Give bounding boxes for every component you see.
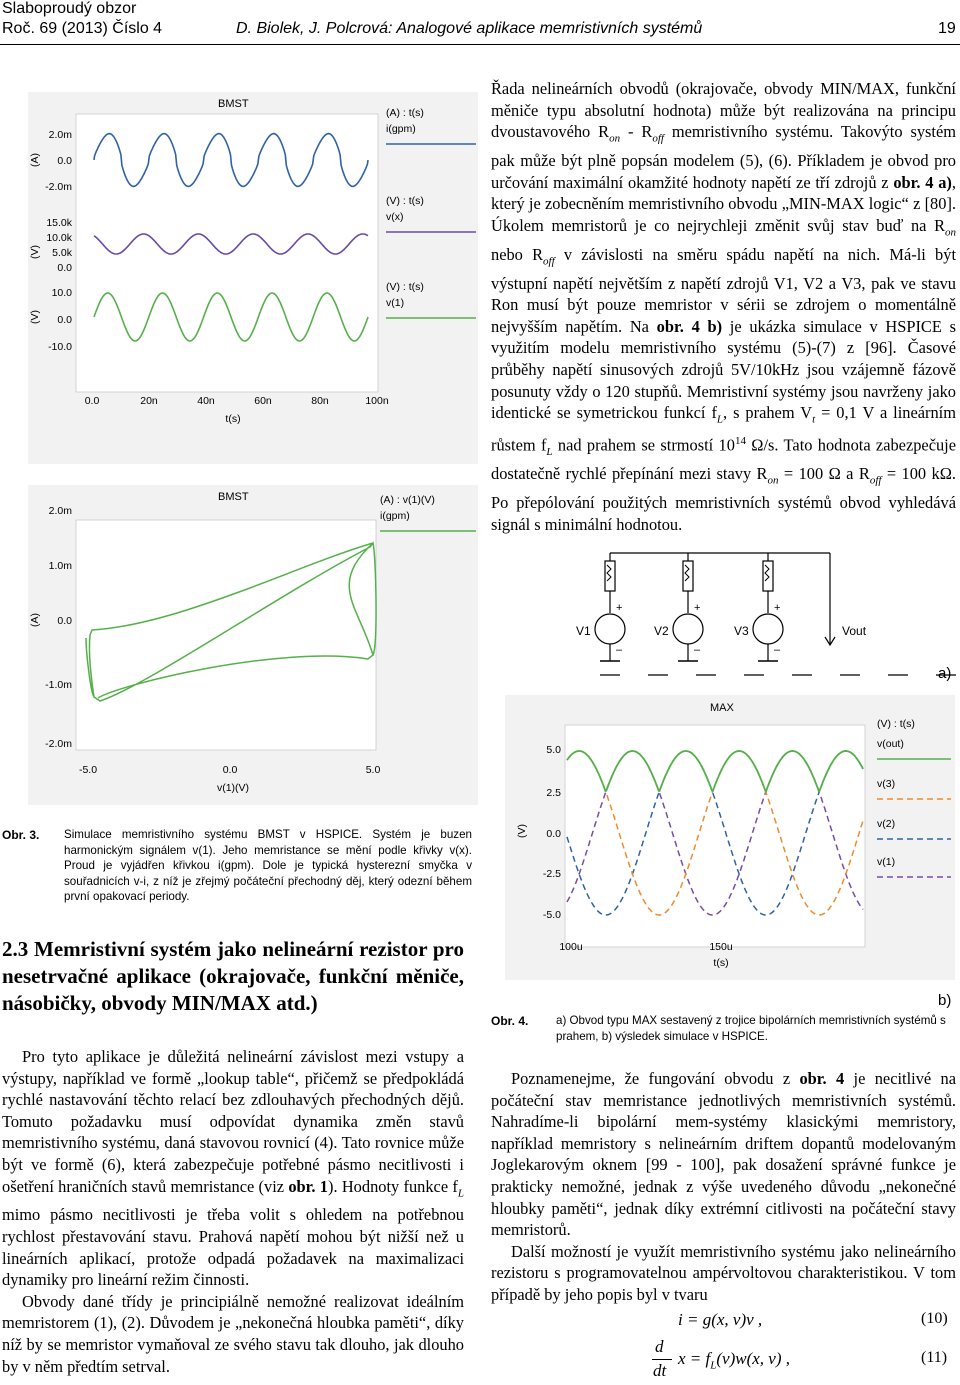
equation-11-number: (11) [921,1349,948,1366]
text-run: t [812,413,816,426]
y-tick-label: 5.0 [546,744,561,756]
fig3-caption: Simulace memristivního systému BMST v HSPICE. Systém je buzen harmonickým signálem v(1). Jeho memristance se mění podle křivky v(x). Proud je vyjádřen křivkou i(gpm). Dole je typická hysterezní smyčka v souřadnicích v-i, z níž je zřejmý počáteční přechodný děj, který odezní během první opakovací periody. [64,828,472,903]
text-run: , s prahem V [723,403,813,423]
y-tick-label: -2.5 [542,868,561,880]
x-axis-label: t(s) [225,413,241,425]
y-tick-label: -5.0 [542,909,561,921]
source-circle [595,614,625,644]
fig3-loop-plot [28,485,478,805]
y-tick-label: 0.0 [57,155,72,167]
equation-11-dt: dt [653,1361,667,1380]
legend-axes: (V) : t(s) [386,195,424,207]
text-run: Pro tyto aplikace je důležitá nelineární závislost mezi vstupy a výstupy, například ve formě „lookup table“, přičemž se předpokládá rychlé nastavování těchto relací bez zdlouhavých přechodných dějů. Tomuto požadavku musí odpovídat dynamika změn stavů memristivního systému, daná stavovou rovnicí (4). Tato rovnice může být ve formě (6), která zabezpečuje potřebné pásmo necitlivosti i ošetření hraničních stavů memristance (viz [2,1047,464,1196]
equation-11: $x = f_L(v)w(x$, v) , [678,1349,790,1372]
text-run: mimo pásmo necitlivosti je třeba volit s ohledem na potřebnou rychlost přestavování stavu. Prahová napětí mohou být nižší než u lineárních aplikací, protože odpadá požadavek na maximalizaci dynamiky pro lineární režim činnosti. [2,1205,464,1290]
text-run: on [767,474,779,487]
right-paragraph-1 [491,1068,956,1241]
legend-name: i(gpm) [386,123,416,135]
y-tick-label: 2.5 [546,787,561,799]
y-tick-label: 0.0 [57,314,72,326]
equation-10: i = g(x, v)v , [678,1310,763,1329]
legend-axes: (V) : t(s) [877,718,915,730]
y-tick-label: 0.0 [57,615,72,627]
y-axis-unit: (V) [29,310,41,324]
text-run: nad prahem se strmostí 10 [552,435,735,455]
text-run: ). Hodnoty funkce f [328,1176,458,1196]
x-tick-label: 100n [365,395,389,407]
y-tick-label: -2.0m [45,181,72,193]
right-top-text [491,78,956,535]
text-run: L [457,1186,464,1199]
header-rule [0,44,960,45]
minus-sign: – [616,644,623,656]
left-paragraph-1 [2,1046,464,1291]
fig3-label: Obr. 3. [2,828,40,842]
fig4-caption: a) Obvod typu MAX sestavený z trojice bipolárních memristivních systémů s prahem, b) výsledek simulace v HSPICE. [556,1014,946,1043]
text-run: - R [620,122,653,142]
text-run: obr. 4 a) [893,172,952,192]
text-run: = 100 Ω a R [778,464,870,484]
legend-axes: (A) : v(1)(V) [380,494,435,506]
left-text [2,1046,464,1377]
text-run: off [652,132,664,145]
y-tick-label: 5.0k [52,247,72,259]
x-tick-label: -5.0 [78,764,98,776]
x-axis-label: t(s) [713,957,729,969]
y-tick-label: 0.0 [57,262,72,274]
x-tick-label: 40n [197,395,215,407]
fig3-time-plot [28,92,478,464]
source-label: V1 [576,624,591,638]
minus-sign: – [694,644,701,656]
y-tick-label: 15.0k [46,217,72,229]
legend-name: i(gpm) [380,510,410,522]
text-run: Poznamenejme, že fungování obvodu z [511,1069,800,1088]
text-run: L [546,445,553,458]
fig4a-label: a) [938,665,952,682]
x-tick-label: 20n [140,395,158,407]
y-tick-label: -2.0m [45,738,72,750]
output-label: Vout [842,624,867,638]
plot-title: MAX [710,702,734,714]
plus-sign: + [616,602,623,614]
plus-sign: + [694,602,701,614]
equation-10-number: (10) [921,1310,948,1327]
text-run: off [869,474,882,487]
plot-area [76,520,376,750]
y-tick-label: 0.0 [546,828,561,840]
y-axis-unit: (V) [29,245,41,259]
x-tick-label: 0.0 [84,395,100,407]
text-run: Ω/s. Tato hodnota zabezpečuje dostatečně rychlé přepínání mezi stavy R [491,435,957,484]
text-run: = 0,1 V a lineárním růstem f [491,403,956,455]
text-run: , který je zobecněním memristivního obvodu „MIN-MAX logic“ z [80]. Úkolem memristorů je co nejrychleji změnit svůj stav buď na R [491,172,956,235]
legend-name: v(x) [386,211,404,223]
x-tick-label: 100u [559,941,583,953]
y-axis-unit: (A) [29,613,41,627]
journal-issue: Roč. 69 (2013) Číslo 4 [2,20,163,37]
page-number: 19 [938,20,956,37]
equation-11-fraction-bar [652,1359,672,1360]
y-tick-label: 2.0m [48,129,72,141]
plot-title: BMST [218,491,249,503]
fig4a-circuit [560,545,960,685]
x-tick-label: 0.0 [222,764,238,776]
text-run: 14 [734,435,746,448]
plot-title: BMST [218,98,249,110]
section-heading: 2.3 Memristivní systém jako nelineární rezistor pro nesetrvačné aplikace (okrajovače, funkční měniče, násobičky, obvody MIN/MAX atd.) [2,937,464,1015]
text-run: Řada nelineárních obvodů (okrajovače, obvody MIN/MAX, funkční měniče typu absolutní hodnota) může být realizována na principu dvoustavového R [491,79,956,142]
legend-name: v(3) [877,778,896,790]
running-title: D. Biolek, J. Polcrová: Analogové aplikace memristivních systémů [236,20,703,37]
y-tick-label: -1.0m [45,679,72,691]
text-run: obr. 4 b) [656,316,723,336]
right-bottom-text [491,1068,956,1306]
text-run: je necitlivé na počáteční stav memristance jednotlivých memristivních systémů. Nahradíme-li bipolární mem-systémy klasickými memristory, například memristory s nelineárním driftem dopantů modelovaným Joglekarovým oknem [99 - 100], pak dosažení správné funkce je prakticky nemožné, jednak z výše uvedeného důvodu „nekonečné hloubky paměti“, jednak díky extrémní citlivosti na počáteční stavy memristorů. [491,1069,956,1240]
text-run: memristivního systému. Takovýto systém pak může být plně popsán modelem (5), (6). Příkladem je obvod pro určování maximální okamžité hodnoty napětí ze tří zdrojů z [491,122,956,192]
text-run: v závislosti na směru spádu napětí na nich. Má-li být výstupní napětí největším z napětí zdrojů V1, V2 a V3, pak ve stavu Ron musí být pouze memristor v sérii se zdrojem o momentálně nejvyšším napětím. Na [491,244,956,336]
legend-name: v(out) [877,738,904,750]
x-axis-label: v(1)(V) [216,782,250,794]
y-tick-label: 10.0 [51,287,72,299]
x-tick-label: 150u [709,941,733,953]
text-run: nebo R [491,244,544,264]
equation-11-d: d [655,1337,664,1356]
text-run: = 100 kΩ. Po přepólování použitých memristivních systémů obvod vyhledává signál s minimální hodnotou. [491,464,956,534]
y-axis-unit: (A) [29,153,41,167]
legend-name: v(1) [386,297,405,309]
plus-sign: + [774,602,781,614]
journal-name: Slaboproudý obzor [2,0,137,17]
fig4b-plot [505,695,955,980]
left-paragraph-2: Obvody dané třídy je principiálně nemožné realizovat ideálním memristorem (1), (2). Důvodem je „nekonečná hloubka paměti“, díky níž by se memristor vymaňoval ze svého stavu tak dlouho, jak dlouho by v něm předtím setrval. [2,1291,464,1376]
y-tick-label: 10.0k [46,232,72,244]
text-run: L [716,413,724,426]
x-tick-label: 5.0 [365,764,381,776]
y-tick-label: -10.0 [48,341,72,353]
y-tick-label: 2.0m [48,505,72,517]
source-label: V3 [734,624,749,638]
legend-name: v(1) [877,856,896,868]
x-tick-label: 60n [254,395,272,407]
text-run: on [945,226,956,239]
source-circle [753,614,783,644]
text-run: on [609,132,621,145]
y-tick-label: 1.0m [48,560,72,572]
minus-sign: – [774,644,781,656]
fig4b-label: b) [938,992,952,1009]
x-tick-label: 80n [311,395,329,407]
text-run: off [543,255,555,267]
legend-axes: (A) : t(s) [386,107,424,119]
text-run: je ukázka simulace v HSPICE s využitím modelu memristivního systému (5)-(7) z [96]. Časové průběhy napětí sinusových zdrojů 5V/10kHz jsou vzájemně fázově posunuty vždy o 120 stupňů. Memristivní systémy jsou navrženy jako identické se symetrickou funkcí f [491,316,956,423]
legend-name: v(2) [877,818,896,830]
source-label: V2 [654,624,669,638]
y-axis-unit: (V) [516,824,528,838]
text-run: obr. 1 [288,1176,328,1196]
fig4-label: Obr. 4. [491,1014,529,1028]
right-paragraph-2: Další možností je využít memristivního systému jako nelineárního rezistoru s programovatelnou ampérvoltovou charakteristikou. V tom případě by jeho popis byl v tvaru [491,1241,956,1304]
legend-axes: (V) : t(s) [386,281,424,293]
source-circle [673,614,703,644]
text-run: obr. 4 [799,1069,845,1088]
